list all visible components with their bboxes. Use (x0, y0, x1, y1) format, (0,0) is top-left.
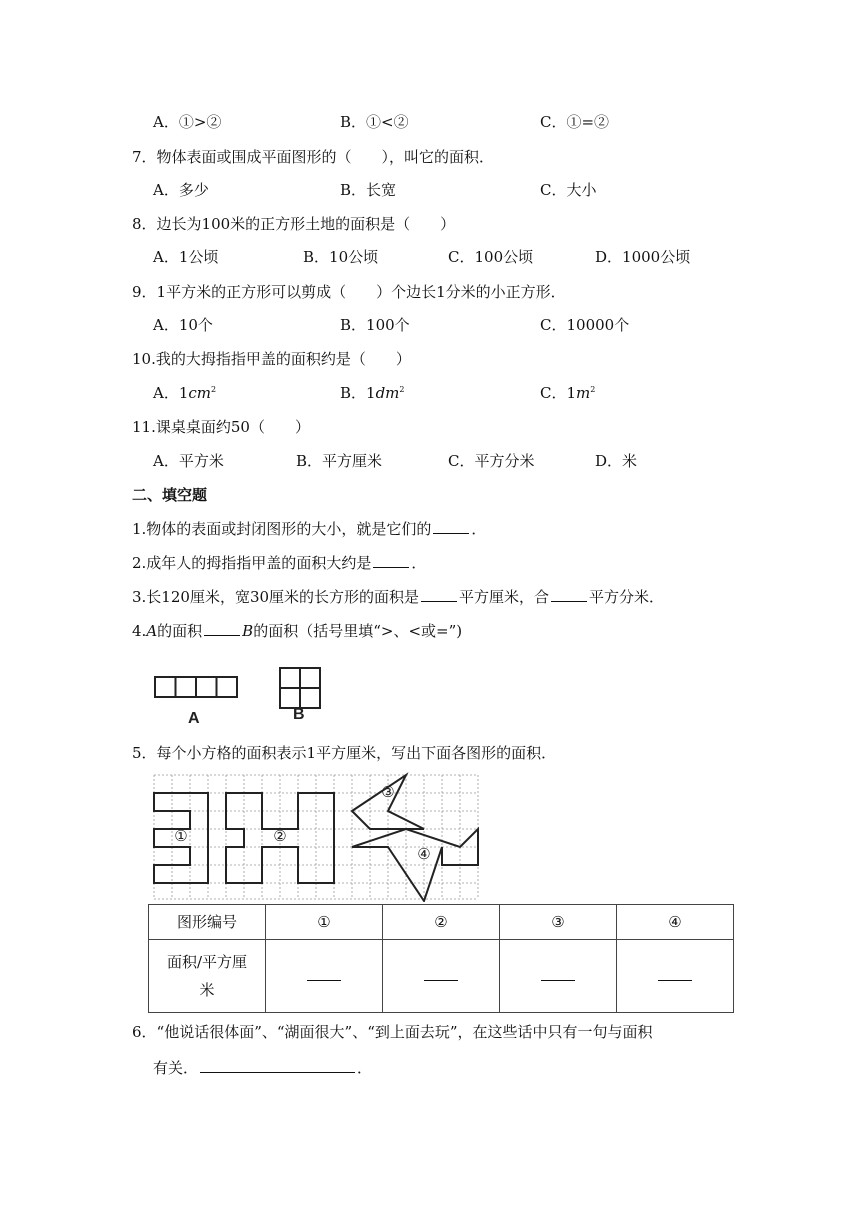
fill-question-1: 1.物体的表面或封闭图形的大小，就是它们的 ． (132, 520, 487, 538)
q6-option-a: A．①>② (153, 113, 222, 131)
fill-question-6-line1: 6．“他说话很体面”、“湖面很大”、“到上面去玩”，在这些话中只有一句与面积 (132, 1023, 653, 1041)
q7-option-c: C．大小 (540, 181, 597, 199)
table-col-3: ③ (500, 905, 617, 940)
table-header-row (149, 905, 734, 940)
label-a: A (188, 710, 200, 727)
fill-question-3: 3.长120厘米，宽30厘米的长方形的面积是 平方厘米，合 平方分米． (132, 588, 665, 606)
shape-1-label: ① (174, 827, 188, 845)
q11-option-d: D．米 (595, 452, 638, 470)
q8-option-b: B．10公顷 (303, 248, 379, 266)
answer-cell-1[interactable] (266, 940, 383, 1013)
answer-blank[interactable] (200, 1058, 355, 1073)
answer-blank[interactable] (551, 587, 587, 602)
fill-question-6-line2: 有关． ． (153, 1059, 373, 1077)
grid-figures (150, 772, 480, 902)
q7-option-b: B．长宽 (340, 181, 397, 199)
figure-a-b-shapes (150, 665, 350, 730)
answer-blank[interactable] (433, 519, 469, 534)
label-b: B (293, 706, 305, 723)
q9-option-b: B．100个 (340, 316, 410, 334)
q6-option-c: C．①=② (540, 113, 610, 131)
q10-option-c: C．$1m^2$ (540, 384, 596, 402)
q11-option-a: A．平方米 (153, 452, 224, 470)
q9-option-c: C．10000个 (540, 316, 630, 334)
answer-blank[interactable] (373, 553, 409, 568)
fill-question-2: 2.成年人的拇指指甲盖的面积大约是 ． (132, 554, 427, 572)
q8-option-c: C．100公顷 (448, 248, 534, 266)
q9-option-a: A．10个 (153, 316, 213, 334)
q11-option-c: C．平方分米 (448, 452, 535, 470)
fill-question-5: 5．每个小方格的面积表示1平方厘米，写出下面各图形的面积． (132, 744, 557, 762)
answer-cell-4[interactable] (617, 940, 734, 1013)
answer-blank[interactable] (421, 587, 457, 602)
answer-blank[interactable] (204, 621, 240, 636)
answer-cell-3[interactable] (500, 940, 617, 1013)
table-col-4: ④ (617, 905, 734, 940)
table-col-2: ② (383, 905, 500, 940)
q8-stem: 8．边长为100米的正方形土地的面积是（ ） (132, 215, 456, 233)
table-header-label: 图形编号 (149, 905, 266, 940)
table-row-label: 面积/平方厘 米 (149, 940, 266, 1013)
q8-option-d: D．1000公顷 (595, 248, 691, 266)
shape-4-label: ④ (417, 845, 431, 863)
shape-3-label: ③ (381, 783, 395, 801)
q11-stem: 11.课桌桌面约50（ ） (132, 418, 310, 436)
q10-option-b: B．$1dm^2$ (340, 384, 405, 402)
fill-question-4: 4.A的面积 B的面积（括号里填“>、<或=”) (132, 622, 463, 640)
table-col-1: ① (266, 905, 383, 940)
answer-cell-2[interactable] (383, 940, 500, 1013)
q8-option-a: A．1公顷 (153, 248, 219, 266)
section-title-fill-in: 二、填空题 (132, 486, 208, 504)
table-answer-row (149, 940, 734, 1013)
q9-stem: 9．1平方米的正方形可以剪成（ ）个边长1分米的小正方形． (132, 283, 566, 301)
q10-option-a: A．$1cm^2$ (153, 384, 217, 402)
q7-stem: 7．物体表面或围成平面图形的（ ），叫它的面积． (132, 148, 495, 166)
q7-option-a: A．多少 (153, 181, 209, 199)
area-table (148, 904, 734, 1013)
q10-stem: 10.我的大拇指指甲盖的面积约是（ ） (132, 350, 411, 368)
q6-option-b: B．①<② (340, 113, 409, 131)
q11-option-b: B．平方厘米 (296, 452, 383, 470)
shape-2-label: ② (273, 827, 287, 845)
